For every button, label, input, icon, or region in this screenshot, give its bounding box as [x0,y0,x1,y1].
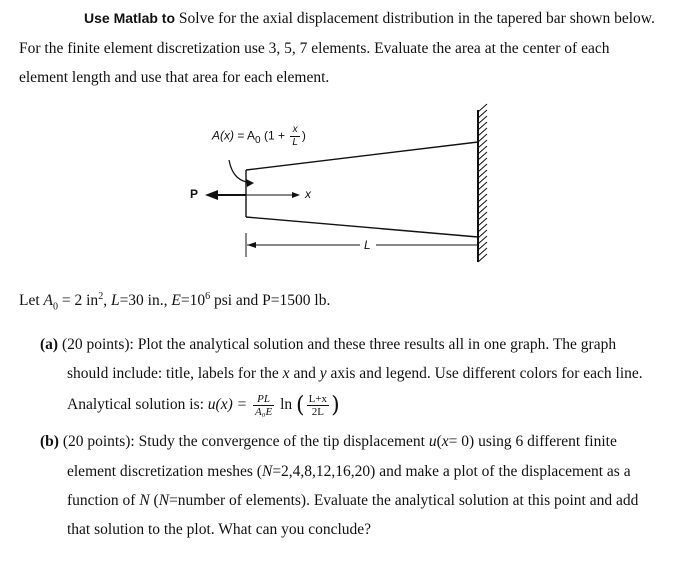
pl-over-ae-fraction [253,393,274,418]
analytical-prefix: Analytical solution is: [67,396,208,414]
given-line [19,291,330,312]
log-argument-fraction [307,393,329,418]
part-a-line2-b: and [289,365,320,382]
part-a-text-1: (20 points): Plot the analytical solution and these three results all in one graph. The graph [58,336,617,353]
area-fraction [290,124,300,149]
area-eq: = [237,128,245,143]
area-frac-num: x [290,124,300,137]
part-b-line1-u: u [428,433,437,450]
part-a-line2-x: x [282,365,290,382]
area-lhs: A(x) [212,128,234,143]
given-rest3: =10 [180,292,206,310]
part-b-line3-a: function of [67,492,140,509]
intro-lead: Use Matlab to [84,10,176,26]
part-b-line3-N1: N [139,492,150,509]
given-eq1: = 2 in [58,292,99,310]
part-b-line3-c: =number of elements). Evaluate the analytical solution at this point and add [169,492,639,509]
area-paren-close: ) [301,128,306,143]
ln-label: ln [280,396,293,414]
part-b-line1-b: ( [436,433,442,450]
given-A-sub: 0 [53,301,58,313]
frac2-den: 2L [311,406,324,418]
intro-line-3: element length and use that area for each element. [19,69,330,86]
given-rest4: psi and P=1500 lb. [210,292,331,310]
dimension-arrowhead [247,242,256,248]
part-b-line-1 [40,433,617,451]
intro-line-1-text: Solve for the axial displacement distribution in the tapered bar shown below. [175,10,655,27]
part-b-line3-b: ( [149,492,159,509]
part-a-line2-c: axis and legend. Use different colors for each line. [326,365,643,382]
x-axis-arrowhead [292,192,300,198]
area-formula [212,124,306,149]
frac1-num: PL [253,393,274,406]
part-b-label: (b) [40,433,59,450]
given-rest1: , [103,292,111,310]
leader-line [229,160,252,183]
area-sub: 0 [255,135,261,147]
leader-arrowhead [246,179,254,187]
part-a-line-2 [67,365,643,383]
part-b-line3-N2: N [158,492,170,509]
part-b-line1-c: = 0) using 6 different finite [448,433,617,450]
part-b-line2-N: N [261,463,273,480]
given-A: A [43,292,53,310]
given-rest2: =30 in., [119,292,172,310]
area-frac-den: L [292,137,298,148]
part-b-line2-b: =2,4,8,12,16,20) and make a plot of the displacement as a [272,463,631,480]
given-exp: 6 [205,291,211,302]
x-label: x [305,187,311,201]
given-sq: 2 [98,291,104,302]
area-A: A [247,128,256,143]
part-a-line2-a: should include: title, labels for the [67,365,283,382]
length-label: L [364,238,371,252]
given-L: L [110,292,120,310]
analytical-solution-line: Analytical solution is: u(x) = $\frac{PL}{\text{A₀E}}$ ln ( $\frac{L+x}{2L}$ ) [67,393,340,418]
given-let: Let [19,292,44,310]
part-b-line1-x: x [441,433,449,450]
part-a-line-1 [40,336,616,354]
given-E: E [171,292,181,310]
load-label: P [190,187,199,201]
part-b-line-2 [67,463,631,481]
u-expression: u(x) = [207,396,248,414]
wall-hatching [478,104,487,262]
load-arrowhead [205,190,218,200]
area-paren-open: (1 + [263,128,285,143]
part-b-line1-a: (20 points): Study the convergence of the tip displacement [58,433,429,450]
part-a-line2-y: y [319,365,327,382]
frac2-num: L+x [308,393,328,405]
frac1-den: A₀E [254,406,273,418]
intro-line-2: For the finite element discretization use 3, 5, 7 elements. Evaluate the area at the center of each [19,40,610,57]
part-b-line-4: that solution to the plot. What can you conclude? [67,521,372,538]
bar-bottom-edge [246,217,478,237]
part-b-line2-a: element discretization meshes ( [67,463,262,480]
part-a-label: (a) [40,336,59,353]
part-b-line-3 [67,492,638,510]
